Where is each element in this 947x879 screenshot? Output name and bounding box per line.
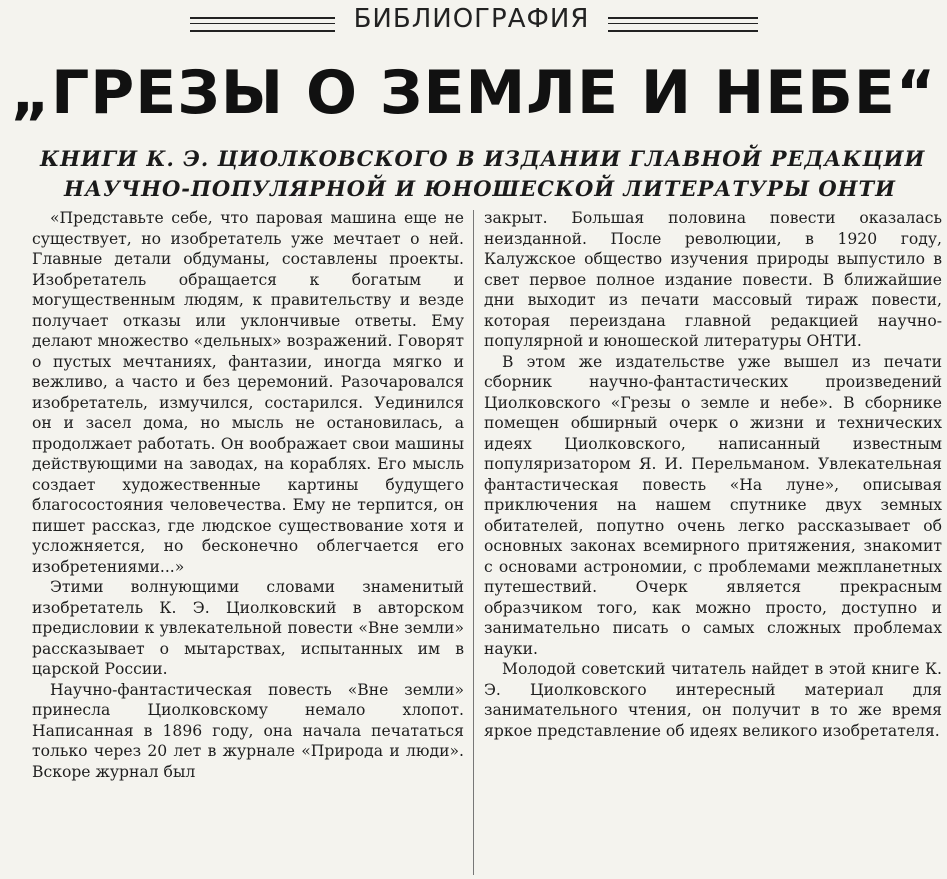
article-column-left bbox=[32, 208, 464, 782]
paragraph: Этими волнующими словами знаменитый изобретатель К. Э. Циолковский в авторском предисловии к увлекательной повести «Вне земли» рассказывает о мытарствах, испытанных им в царской России. bbox=[32, 578, 464, 678]
subheadline-line-1: КНИГИ К. Э. ЦИОЛКОВСКОГО В ИЗДАНИИ ГЛАВНОЙ РЕДАКЦИИ bbox=[40, 146, 926, 171]
subheadline-line-2: НАУЧНО-ПОПУЛЯРНОЙ И ЮНОШЕСКОЙ ЛИТЕРАТУРЫ ОНТИ bbox=[64, 176, 896, 201]
rubric-rule-right bbox=[608, 17, 758, 32]
paragraph: Молодой советский читатель найдет в этой книге К. Э. Циолковского интересный материал для занимательного чтения, он получит в то же время яркое представление об идеях великого изобретателя. bbox=[484, 660, 942, 740]
article-column-right bbox=[484, 208, 942, 741]
rubric-label: БИБЛИОГРАФИЯ bbox=[353, 4, 590, 34]
paragraph: «Представьте себе, что паровая машина еще не существует, но изобретатель уже мечтает о ней. Главные детали обдуманы, составлены проекты. Изобретатель обращается к богатым и могущественным людям, к правительству и везде получает отказы или уклончивые ответы. Ему делают множество «дельных» возражений. Говорят о пустых мечтаниях, фантазии, иногда мягко и вежливо, а часто и без церемоний. Разочаровался изобретатель, измучился, состарился. Уединился он и засел дома, но мысль не остановилась, а продолжает работать. Он воображает свои машины действующими на заводах, на кораблях. Его мысль создает художественные картины будущего благосостояния человечества. Ему не терпится, он пишет рассказ, где людское существование хотя и усложняется, но бесконечно облегчается его изобретениями...» bbox=[32, 209, 464, 576]
paragraph: Научно-фантастическая повесть «Вне земли» принесла Циолковскому немало хлопот. Написанная в 1896 году, она начала печататься только через 20 лет в журнале «Природа и люди». Вскоре журнал был bbox=[32, 680, 464, 781]
rubric-rule-left bbox=[190, 17, 335, 32]
paragraph: закрыт. Большая половина повести оказалась неизданной. После революции, в 1920 году, Калужское общество изучения природы выпустило в свет первое полное издание повести. В ближайшие дни выходит из печати массовый тираж повести, которая переиздана главной редакцией научно-популярной и юношеской литературы ОНТИ. bbox=[484, 209, 942, 350]
rubric-header bbox=[0, 4, 947, 44]
paragraph: В этом же издательстве уже вышел из печати сборник научно-фантастических произведений Циолковского «Грезы о земле и небе». В сборнике помещен обширный очерк о жизни и технических идеях Циолковского, написанный известным популяризатором Я. И. Перельманом. Увлекательная фантастическая повесть «На луне», описывая приключения на нашем спутнике двух земных обитателей, попутно очень легко рассказывает об основных законах всемирного притяжения, знакомит с основами астрономии, с проблемами межпланетных путешествий. Очерк является прекрасным образчиком того, как можно просто, доступно и занимательно писать о самых сложных проблемах науки. bbox=[484, 352, 942, 658]
article-headline: „ГРЕЗЫ О ЗЕМЛЕ И НЕБЕ“ bbox=[10, 58, 937, 128]
column-divider bbox=[473, 210, 474, 875]
